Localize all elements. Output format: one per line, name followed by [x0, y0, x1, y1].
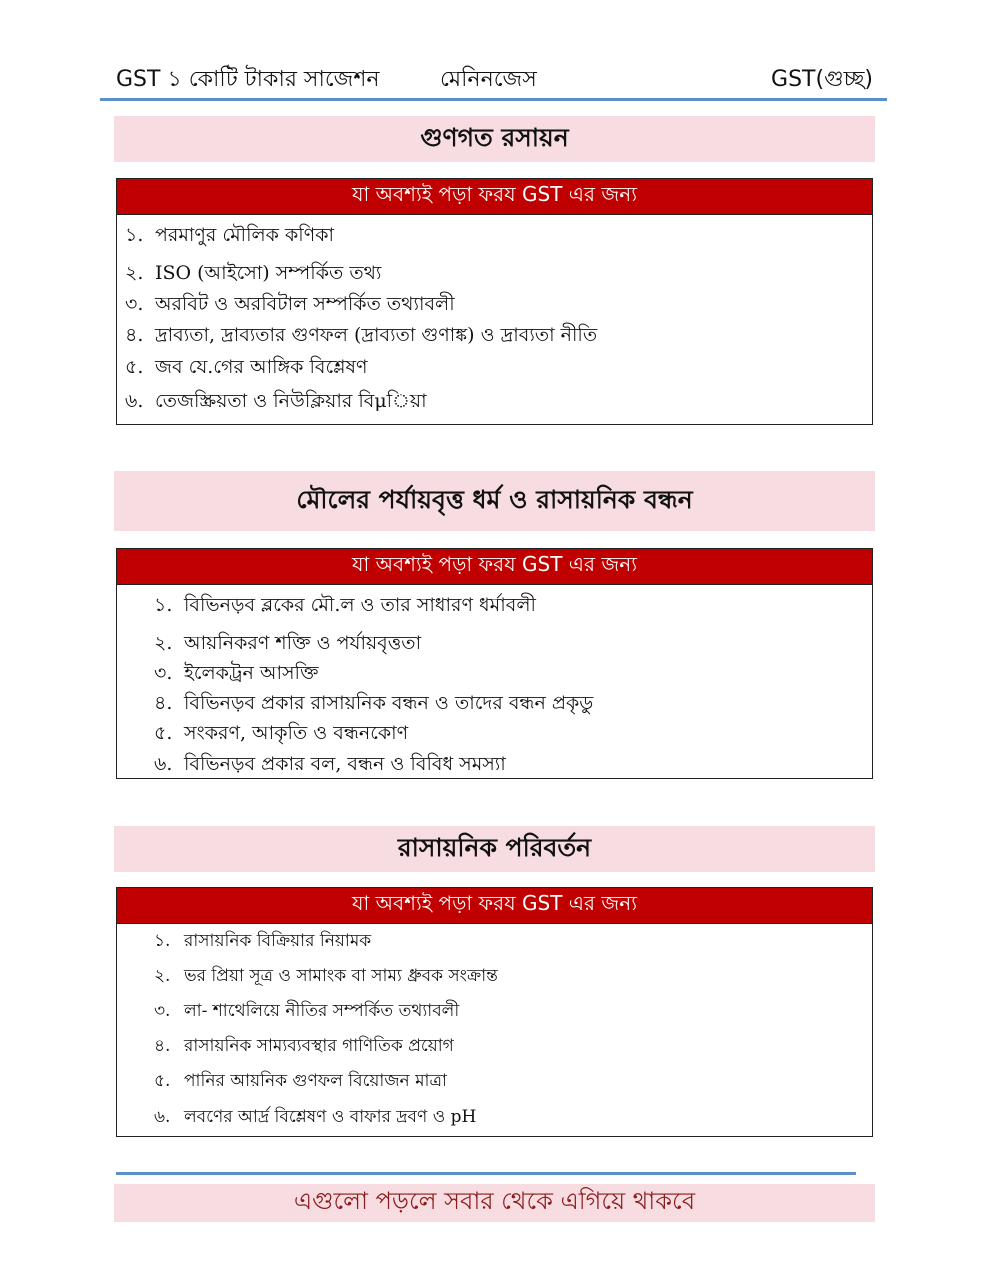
list-item	[154, 928, 371, 956]
list-item	[154, 1104, 476, 1132]
list-item	[125, 321, 597, 353]
header-left-title: GST ১ কোটি টাকার সাজেশন	[116, 67, 380, 92]
item-text: লা- শাথেলিয়ে নীতির সম্পর্কিত তথ্যাবলী	[184, 1001, 460, 1021]
list-item	[125, 290, 455, 322]
item-number: ১.	[125, 224, 144, 246]
item-number: ৫.	[154, 1071, 171, 1091]
item-text: বিভিনড়ব প্রকার রাসায়নিক বন্ধন ও তাদের বন্ধন প্রকৃডু	[184, 692, 594, 714]
item-number: ৪.	[154, 1036, 171, 1056]
list-item	[125, 221, 334, 253]
topic-box	[116, 548, 873, 779]
list-item	[154, 689, 593, 721]
item-number: ৪.	[125, 324, 144, 346]
list-item	[125, 259, 381, 291]
item-text: আয়নিকরণ শক্তি ও পর্যায়বৃত্ততা	[184, 632, 422, 654]
section-title: গুণগত রসায়ন	[420, 122, 569, 152]
item-number: ৩.	[154, 662, 173, 684]
item-number: ২.	[154, 632, 173, 654]
topic-box-header	[117, 549, 872, 585]
item-number: ১.	[154, 594, 173, 616]
list-item	[154, 963, 498, 991]
list-item	[154, 591, 536, 623]
page-header	[100, 58, 887, 101]
list-item	[154, 659, 318, 691]
item-text: অরবিট ও অরবিটাল সম্পর্কিত তথ্যাবলী	[155, 293, 455, 315]
item-text: পানির আয়নিক গুণফল বিয়োজন মাত্রা	[184, 1071, 447, 1091]
item-number: ৫.	[125, 356, 144, 378]
topic-box-header	[117, 179, 872, 215]
section-title-band	[114, 471, 875, 531]
item-text: রাসায়নিক সাম্যব্যবস্থার গাণিতিক প্রয়োগ	[184, 1036, 454, 1056]
item-text: ভর প্রিয়া সূত্র ও সামাংক বা সাম্য ধ্রুবক সংক্রান্ত	[184, 966, 498, 986]
section-title: মৌলের পর্যায়বৃত্ত ধর্ম ও রাসায়নিক বন্ধন	[296, 484, 693, 514]
item-number: ২.	[125, 262, 144, 284]
topic-box-header	[117, 888, 872, 924]
item-number: ৫.	[154, 722, 173, 744]
item-text: দ্রাব্যতা, দ্রাব্যতার গুণফল (দ্রাব্যতা গুণাঙ্ক) ও দ্রাব্যতা নীতি	[155, 324, 598, 346]
item-text: রাসায়নিক বিক্রিয়ার নিয়ামক	[184, 931, 372, 951]
list-item	[125, 353, 368, 385]
item-number: ৬.	[154, 753, 173, 775]
item-text: বিভিনড়ব প্রকার বল, বন্ধন ও বিবিধ সমস্যা	[184, 753, 506, 775]
item-text: ইলেকট্রন আসক্তি	[184, 662, 319, 684]
item-number: ৩.	[154, 1001, 171, 1021]
topic-box-title: যা অবশ্যই পড়া ফরয GST এর জন্য	[351, 891, 637, 915]
section-title-band	[114, 116, 875, 162]
list-item	[154, 1068, 447, 1096]
section-title-band	[114, 826, 875, 872]
item-text: বিভিনড়ব ব্লকের মৌ.ল ও তার সাধারণ ধর্মাবলী	[184, 594, 536, 616]
list-item	[154, 750, 506, 782]
item-text: লবণের আর্দ্র বিশ্লেষণ ও বাফার দ্রবণ ও pH	[184, 1107, 477, 1127]
item-text: তেজস্ক্রিয়তা ও নিউক্লিয়ার বিμিয়া	[155, 390, 427, 412]
header-right-title: GST(গুচ্ছ)	[771, 67, 873, 92]
item-number: ৪.	[154, 692, 173, 714]
list-item	[154, 629, 421, 661]
item-text: জব যে.গের আঙ্গিক বিশ্লেষণ	[155, 356, 368, 378]
item-number: ২.	[154, 966, 171, 986]
item-text: ISO (আইসো) সম্পর্কিত তথ্য	[155, 262, 382, 284]
topic-box	[116, 178, 873, 425]
item-text: সংকরণ, আকৃতি ও বন্ধনকোণ	[184, 722, 409, 744]
item-number: ৩.	[125, 293, 144, 315]
list-item	[154, 998, 459, 1026]
item-number: ৬.	[154, 1107, 171, 1127]
topic-box	[116, 887, 873, 1137]
item-number: ১.	[154, 931, 171, 951]
item-text: পরমাণুর মৌলিক কণিকা	[155, 224, 335, 246]
topic-box-title: যা অবশ্যই পড়া ফরয GST এর জন্য	[351, 552, 637, 576]
footer-text: এগুলো পড়লে সবার থেকে এগিয়ে থাকবে	[293, 1187, 696, 1215]
footer-divider	[116, 1172, 856, 1175]
header-middle-title: মেনিনজেস	[440, 67, 537, 92]
footer-band	[114, 1184, 875, 1222]
topic-box-title: যা অবশ্যই পড়া ফরয GST এর জন্য	[351, 182, 637, 206]
section-title: রাসায়নিক পরিবর্তন	[397, 832, 592, 862]
list-item	[154, 719, 408, 751]
list-item	[125, 387, 427, 419]
item-number: ৬.	[125, 390, 144, 412]
list-item	[154, 1033, 454, 1061]
